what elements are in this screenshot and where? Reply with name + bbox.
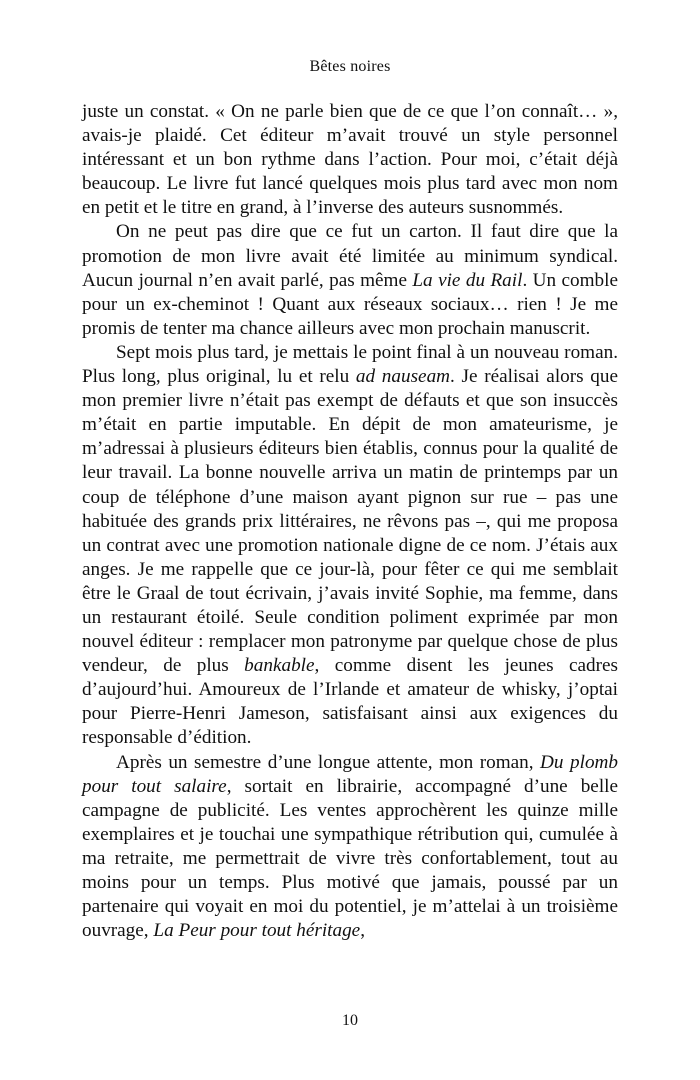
text-segment: , sortait en librairie, accompagné d’une belle campagne de publicité. Les ventes approchèrent les quinze mille exemplaires et je touchai une sympathique rétribution qui, cumulée à ma retraite, me permettrait de vivre très confortablement, tout au moins pour un temps. Plus motivé que jamais, poussé par un partenaire qui voyait en moi du potentiel, je m’attelai à un troisième ouvrage, bbox=[82, 775, 618, 942]
paragraph-4 bbox=[82, 751, 618, 944]
text-segment: . Je réalisai alors que mon premier livre n’était pas exempt de défauts et que son insuccès m’était en partie imputable. En dépit de mon amateurisme, je m’adressai à plusieurs éditeurs bien établis, connus pour la qualité de leur travail. La bonne nouvelle arriva un matin de printemps par un coup de téléphone d’une maison ayant pignon sur rue – pas une habituée des grands prix littéraires, ne rêvons pas –, qui me proposa un contrat avec une promotion nationale digne de ce nom. J’étais aux anges. Je me rappelle que ce jour-là, pour fêter ce qui me semblait être le Graal de tout écrivain, j’avais invité Sophie, ma femme, dans un restaurant étoilé. Seule condition poliment exprimée par mon nouvel éditeur : remplacer mon patronyme par quelque chose de plus vendeur, de plus bbox=[82, 366, 618, 677]
text-segment: Sept mois plus tard, je mettais le point final à un nouveau roman. Plus long, plus original, lu et relu bbox=[82, 341, 618, 388]
text-segment: , comme disent les jeunes cadres d’aujourd’hui. Amoureux de l’Irlande et amateur de whisky, j’optai pour Pierre-Henri Jameson, satisfaisant ainsi aux exigences du responsable d’édition. bbox=[82, 655, 619, 749]
italic-word-bankable: bankable bbox=[244, 655, 315, 677]
page-number: 10 bbox=[342, 1012, 358, 1029]
running-header: Bêtes noires bbox=[309, 58, 391, 75]
italic-title-la-peur: La Peur pour tout héritage bbox=[153, 920, 361, 942]
text-segment: , bbox=[360, 920, 365, 942]
paragraph-1 bbox=[82, 100, 618, 220]
italic-phrase-ad-nauseam: ad nauseam bbox=[355, 366, 451, 388]
body-text bbox=[82, 100, 618, 943]
italic-title-du-plomb: Du plomb pour tout salaire bbox=[82, 751, 618, 797]
text-segment: . Un comble pour un ex-cheminot ! Quant aux réseaux sociaux… rien ! Je me promis de tenter ma chance ailleurs avec mon prochain manuscrit. bbox=[82, 269, 618, 339]
text-segment: On ne peut pas dire que ce fut un carton. Il faut dire que la promotion de mon livre avait été limitée au minimum syndical. Aucun journal n’en avait parlé, pas même bbox=[82, 221, 618, 291]
paragraph-2 bbox=[82, 220, 618, 340]
paragraph-3 bbox=[82, 341, 618, 751]
text-segment: Après un semestre d’une longue attente, mon roman, bbox=[116, 751, 541, 773]
italic-title-la-vie-du-rail: La vie du Rail bbox=[412, 269, 523, 291]
text-segment: juste un constat. « On ne parle bien que de ce que l’on connaît… », avais-je plaidé. Cet éditeur m’avait trouvé un style personnel intéressant et un bon rythme dans l’action. Pour moi, c’était déjà beaucoup. Le livre fut lancé quelques mois plus tard avec mon nom en petit et le titre en grand, à l’inverse des auteurs susnommés. bbox=[82, 101, 618, 219]
